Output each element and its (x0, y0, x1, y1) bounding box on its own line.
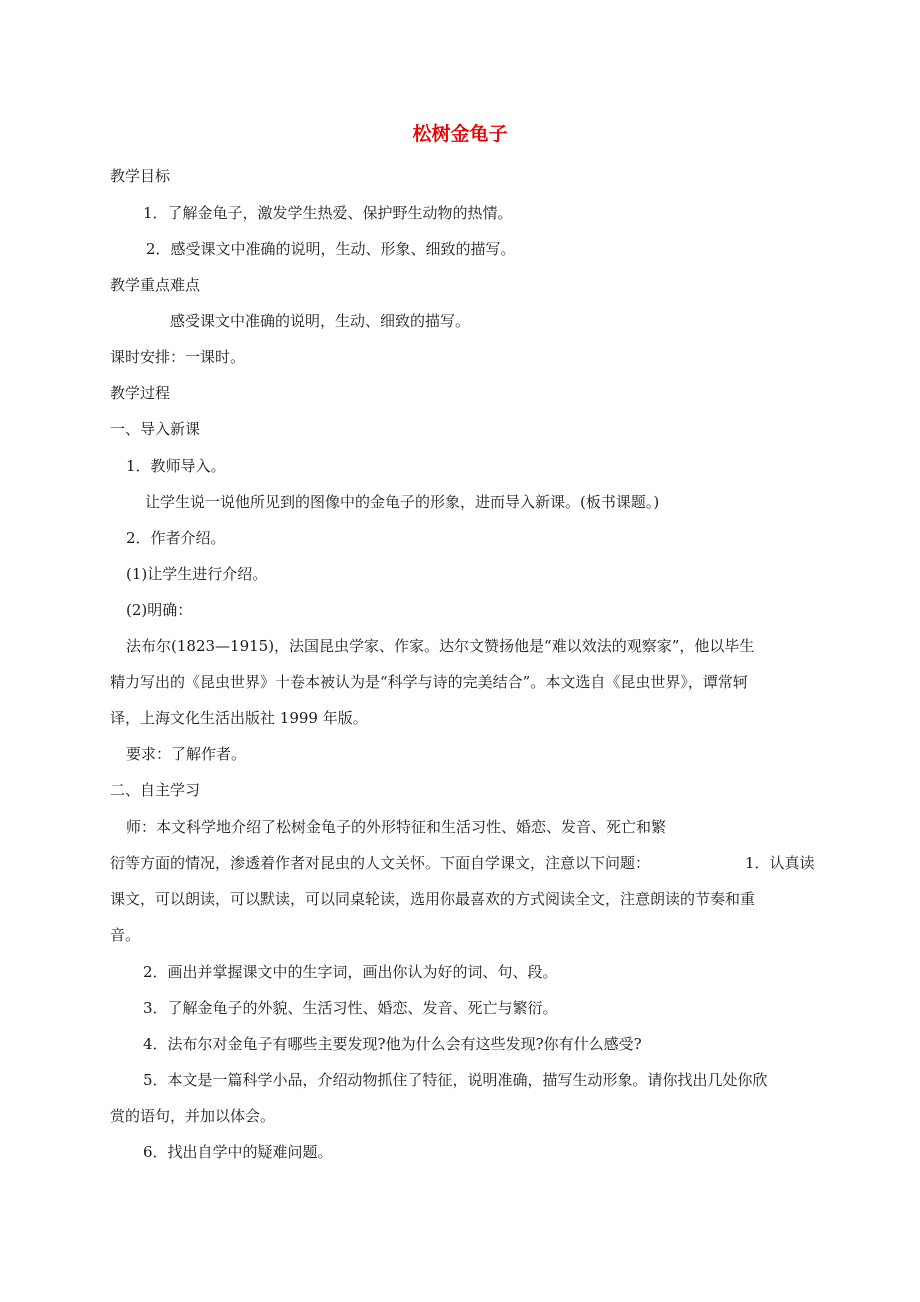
objective-item-2: 2．感受课文中准确的说明，生动、形象、细致的描写。 (146, 240, 516, 258)
section1-step2: 2．作者介绍。 (126, 529, 226, 547)
author-line-2: 精力写出的《昆虫世界》十卷本被认为是“科学与诗的完美结合”。本文选自《昆虫世界》，谭常轲 (110, 673, 748, 691)
section2-heading: 二、自主学习 (110, 781, 201, 799)
section1-step1-text: 让学生说一说他所见到的图像中的金龟子的形象，进而导入新课。(板书课题。) (145, 493, 660, 511)
objective-item-1: 1．了解金龟子，激发学生热爱、保护野生动物的热情。 (143, 204, 513, 222)
section2-item-2: 2．画出并掌握课文中的生字词，画出你认为好的词、句、段。 (143, 963, 558, 981)
section1-sub1: (1)让学生进行介绍。 (126, 565, 268, 583)
section2-item-5-cont: 赏的语句，并加以体会。 (110, 1107, 276, 1125)
section1-heading: 一、导入新课 (110, 420, 201, 438)
process-heading: 教学过程 (110, 384, 171, 402)
section1-sub2: (2)明确： (126, 601, 193, 619)
section2-intro-line-2: 衍等方面的情况，渗透着作者对昆虫的人文关怀。下面自学课文，注意以下问题： (110, 854, 651, 872)
section2-intro-line-4: 音。 (110, 926, 141, 944)
author-line-1: 法布尔(1823—1915)，法国昆虫学家、作家。达尔文赞扬他是“难以效法的观察家”，他以毕生 (126, 637, 755, 655)
section2-item-4: 4．法布尔对金龟子有哪些主要发现?他为什么会有这些发现?你有什么感受? (143, 1035, 642, 1053)
section2-item-6: 6．找出自学中的疑难问题。 (143, 1143, 333, 1161)
section2-intro-item-1: 1．认真读 (745, 854, 815, 872)
section1-step1: 1．教师导入。 (126, 457, 226, 475)
key-points-heading: 教学重点难点 (110, 276, 201, 294)
section2-intro-line-3: 课文，可以朗读，可以默读，可以同桌轮读，选用你最喜欢的方式阅读全文，注意朗读的节奏和重 (110, 890, 756, 908)
objectives-heading: 教学目标 (110, 167, 171, 185)
author-line-3: 译，上海文化生活出版社 1999 年版。 (110, 709, 368, 727)
schedule-text: 课时安排：一课时。 (110, 348, 246, 366)
key-points-text: 感受课文中准确的说明，生动、细致的描写。 (170, 312, 471, 330)
section2-item-5: 5．本文是一篇科学小品，介绍动物抓住了特征，说明准确，描写生动形象。请你找出几处你欣 (143, 1071, 768, 1089)
section2-intro-line-1: 师：本文科学地介绍了松树金龟子的外形特征和生活习性、婚恋、发音、死亡和繁 (126, 818, 667, 836)
section1-requirement: 要求：了解作者。 (126, 745, 247, 763)
section2-item-3: 3．了解金龟子的外貌、生活习性、婚恋、发音、死亡与繁衍。 (143, 999, 558, 1017)
document-title: 松树金龟子 (412, 123, 508, 145)
